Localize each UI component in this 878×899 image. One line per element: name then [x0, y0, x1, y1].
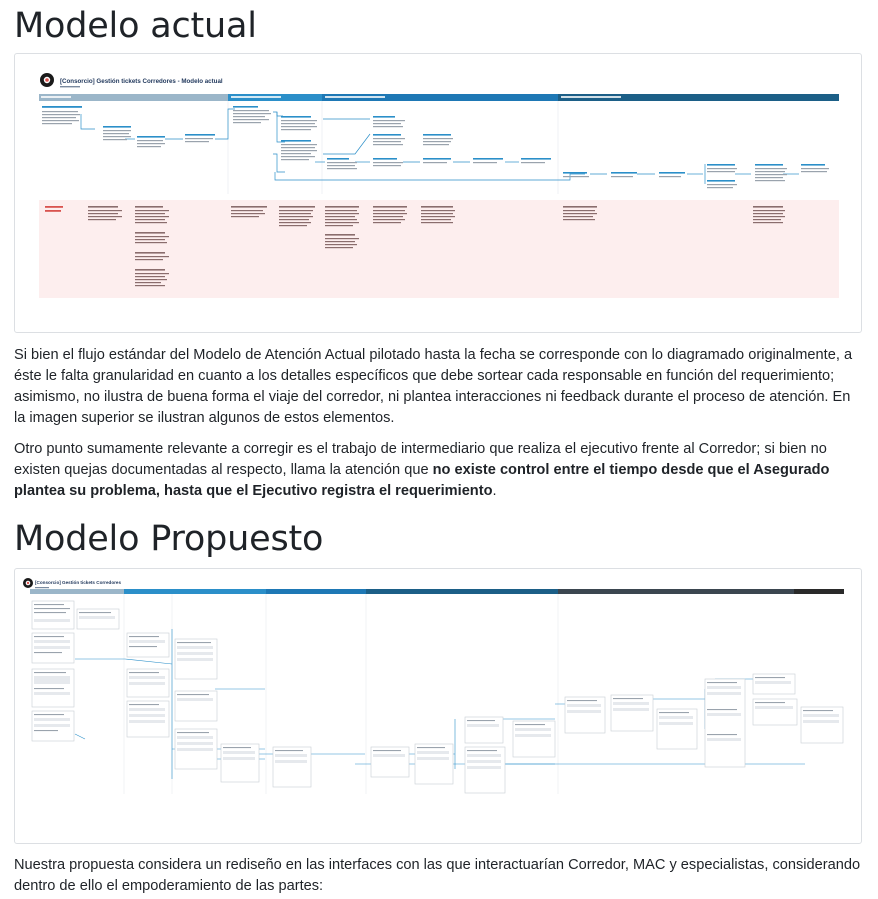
paragraph-modelo-actual-2: [14, 439, 864, 502]
paragraph-2-end: .: [492, 483, 497, 499]
diagram-actual-svg: [15, 54, 861, 332]
paragraph-modelo-propuesto: Nuestra propuesta considera un rediseño en las interfaces con las que interactuarían Corredor, MAC y especialistas, considerando dentro de ello el empoderamiento de las partes:: [14, 857, 861, 894]
diagram-modelo-actual[interactable]: [14, 53, 862, 333]
heading-modelo-propuesto: Modelo Propuesto: [14, 519, 324, 559]
consorcio-logo-icon: [23, 578, 33, 588]
diagram-propuesto-svg: [15, 569, 861, 843]
paragraph-2-start: Otro punto sumamente relevante a corregir es el trabajo de intermediario que realiza el ejecutivo frente al Corredor; si bien no existen quejas documentadas al respecto, llama la atención que: [14, 441, 827, 478]
problems-band: [39, 200, 839, 298]
consorcio-logo-icon: [40, 73, 54, 87]
diagram-propuesto-title: [Consorcio] Gestión tickets Corredores: [35, 580, 122, 585]
diagram-actual-title: [Consorcio] Gestión tickets Corredores - Modelo actual: [60, 78, 223, 85]
paragraph-2-bold: no existe control entre el tiempo desde que el Asegurado plantea su problema, hasta que el Ejecutivo registra el requerimiento: [14, 462, 830, 499]
paragraph-modelo-actual-1: Si bien el flujo estándar del Modelo de Atención Actual pilotado hasta la fecha se corresponde con lo diagramado originalmente, a éste le falta granularidad en cuanto a los detalles específicos que debe sortear cada responsable en función del requerimiento; asimismo, no ilustra de buena forma el viaje del corredor, ni plantea interacciones ni feedback durante el proceso de atención. En la imagen superior se ilustran algunos de estos elementos.: [14, 347, 853, 426]
heading-modelo-actual: Modelo actual: [14, 6, 257, 46]
diagram-modelo-propuesto[interactable]: [14, 568, 862, 844]
